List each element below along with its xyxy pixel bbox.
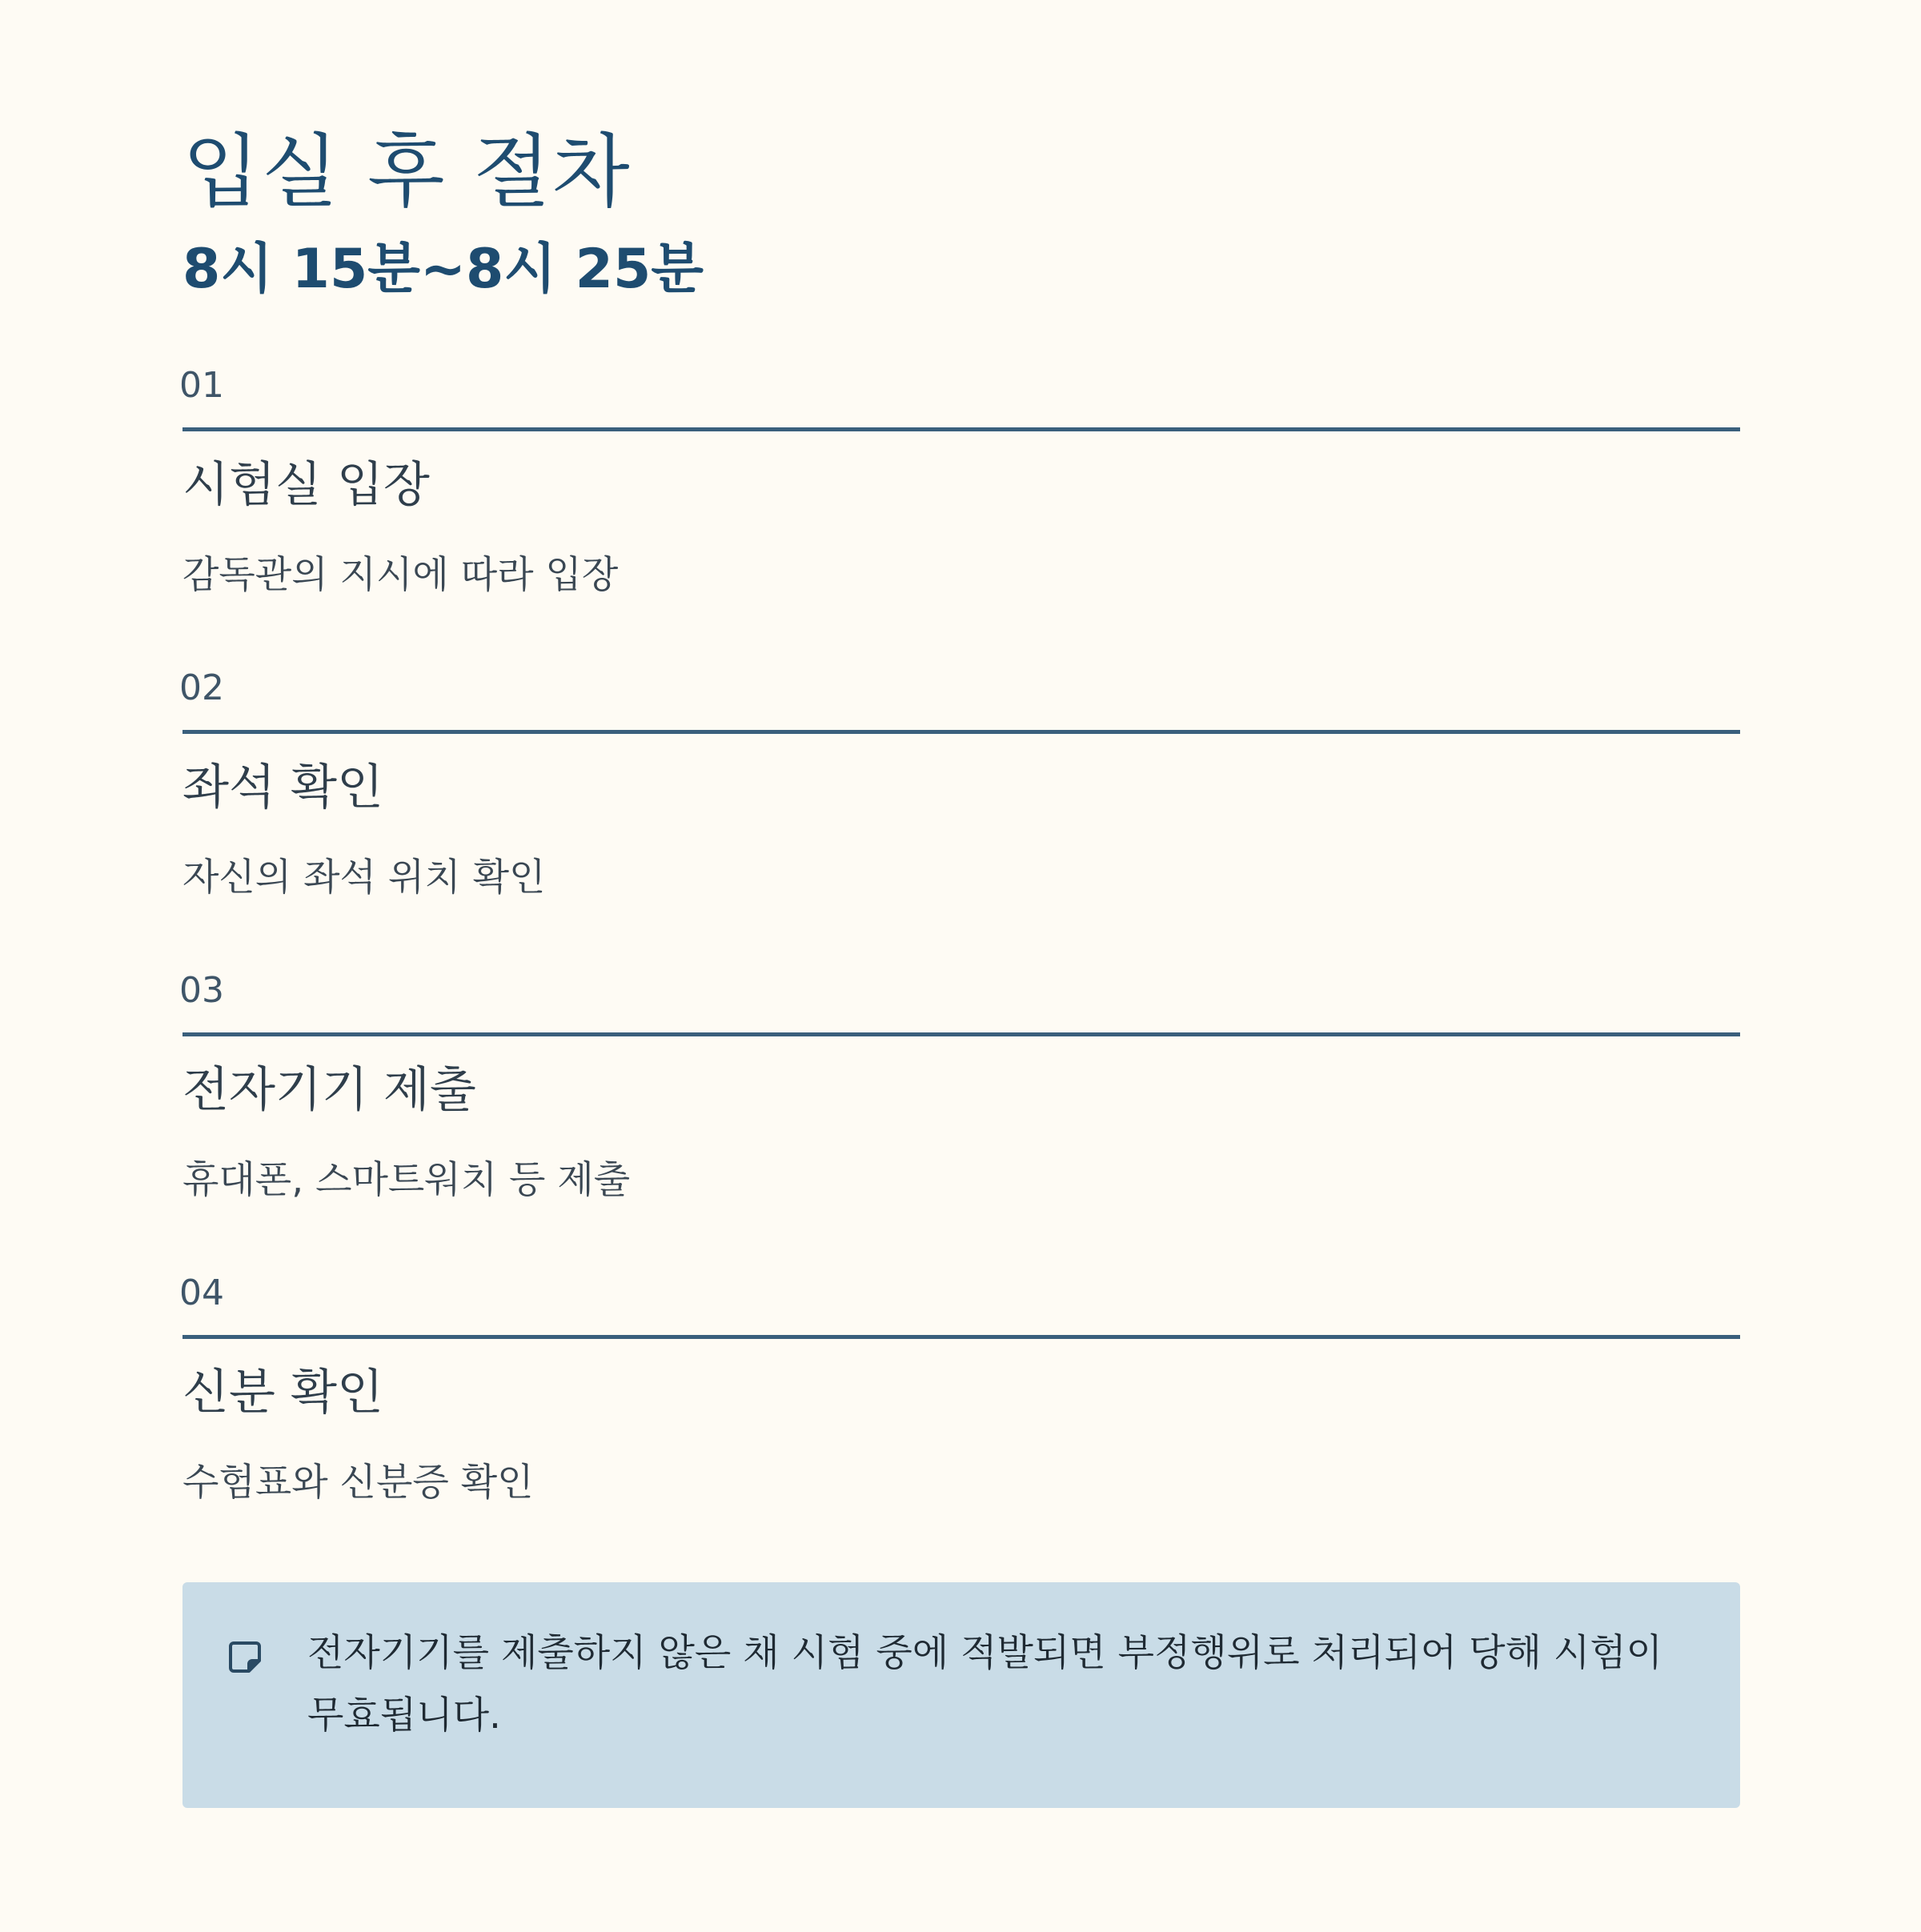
step-description: 자신의 좌석 위치 확인 [182,856,546,900]
step-divider [182,1032,1740,1036]
step-divider [182,1335,1740,1339]
step-item [179,1269,1740,1572]
step-divider [182,427,1740,431]
step-item [179,362,1740,664]
notice-callout [182,1582,1740,1808]
step-item [179,664,1740,967]
page-title: 입실 후 절차 [182,125,632,218]
step-description: 수험표와 신분증 확인 [182,1461,534,1505]
step-description: 휴대폰, 스마트워치 등 제출 [182,1158,631,1202]
step-number: 02 [179,667,224,708]
step-title: 신분 확인 [182,1365,383,1421]
step-number: 04 [179,1273,224,1313]
note-icon [228,1640,262,1673]
step-list [179,362,1740,1572]
step-title: 좌석 확인 [182,760,383,816]
step-title: 시험실 입장 [182,457,430,513]
step-number: 01 [179,365,224,406]
time-range: 8시 15분~8시 25분 [182,238,704,301]
step-title: 전자기기 제출 [182,1062,476,1118]
step-divider [182,730,1740,734]
step-number: 03 [179,970,224,1011]
procedure-page [179,120,1740,1572]
step-description: 감독관의 지시에 따라 입장 [182,553,619,597]
notice-text: 전자기기를 제출하지 않은 채 시험 중에 적발되면 부정행위로 처리되어 당해 시험이 무효됩니다. [307,1631,1663,1738]
step-item [179,967,1740,1269]
